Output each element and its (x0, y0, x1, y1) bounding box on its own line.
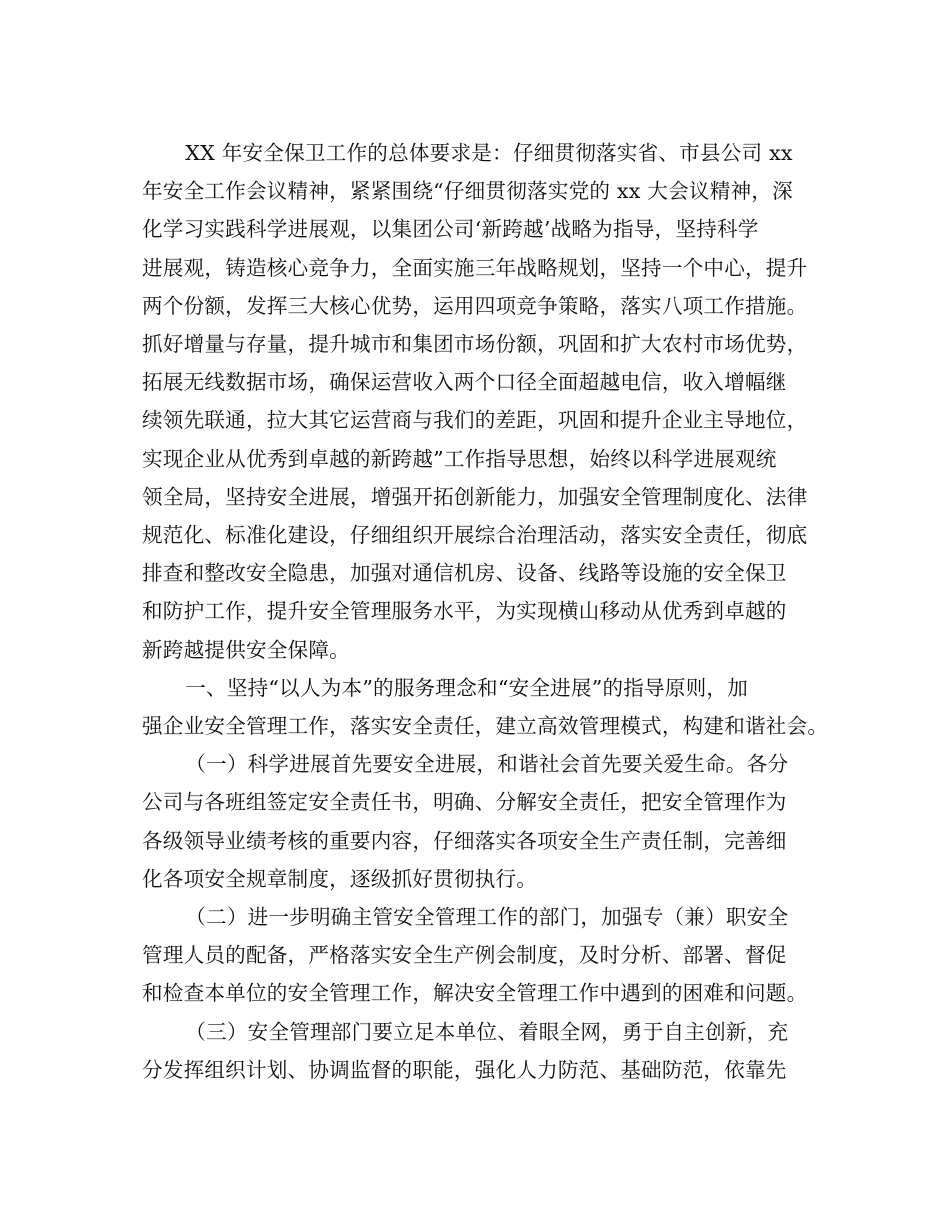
paragraph-item-3 (142, 1013, 810, 1089)
text-line: 领全局，坚持安全进展，增强开拓创新能力，加强安全管理制度化、法律 (142, 484, 808, 509)
paragraph-item-2 (142, 898, 810, 1013)
text-line: 规范化、标准化建设，仔细组织开展综合治理活动，落实安全责任，彻底 (142, 523, 808, 548)
text-line: XX 年安全保卫工作的总体要求是：仔细贯彻落实省、市县公司 xx (185, 141, 793, 165)
text-line: 分发挥组织计划、协调监督的职能，强化人力防范、基础防范，依靠先 (142, 1057, 787, 1082)
paragraph-item-1 (142, 745, 810, 898)
text-line: 化各项安全规章制度，逐级抓好贯彻执行。 (142, 866, 538, 891)
text-line: 各级领导业绩考核的重要内容，仔细落实各项安全生产责任制，完善细 (142, 828, 787, 853)
text-line: 一、坚持“以人为本”的服务理念和“安全进展”的指导原则，加 (185, 675, 749, 700)
text-line: 实现企业从优秀到卓越的新跨越”工作指导思想，始终以科学进展观统 (142, 446, 777, 471)
text-line: 排查和整改安全隐患，加强对通信机房、设备、线路等设施的安全保卫 (142, 561, 787, 586)
document-body (142, 134, 829, 1089)
text-line: （一）科学进展首先要安全进展，和谐社会首先要关爱生命。各分 (185, 752, 789, 777)
text-line: 和防护工作，提升安全管理服务水平，为实现横山移动从优秀到卓越的 (142, 599, 787, 624)
text-line: 年安全工作会议精神，紧紧围绕“仔细贯彻落实党的 xx 大会议精神，深 (142, 179, 793, 204)
text-line: （二）进一步明确主管安全管理工作的部门，加强专（兼）职安全 (185, 905, 789, 930)
text-line: 公司与各班组签定安全责任书，明确、分解安全责任，把安全管理作为 (142, 790, 787, 815)
text-line: 强企业安全管理工作，落实安全责任，建立高效管理模式，构建和谐社会。 (142, 714, 829, 739)
text-line: 进展观，铸造核心竞争力，全面实施三年战略规划，坚持一个中心，提升 (142, 255, 808, 280)
text-line: 管理人员的配备，严格落实安全生产例会制度，及时分析、部署、督促 (142, 943, 787, 968)
text-line: 和检查本单位的安全管理工作，解决安全管理工作中遇到的困难和问题。 (142, 981, 808, 1006)
text-line: 两个份额，发挥三大核心优势，运用四项竞争策略，落实八项工作措施。 (142, 293, 808, 318)
text-line: 抓好增量与存量，提升城市和集团市场份额，巩固和扩大农村市场优势， (142, 332, 808, 357)
text-line: （三）安全管理部门要立足本单位、着眼全网，勇于自主创新，充 (185, 1019, 789, 1044)
text-line: 化学习实践科学进展观，以集团公司‘新跨越’战略为指导，坚持科学 (142, 217, 759, 242)
text-line: 新跨越提供安全保障。 (142, 637, 350, 662)
paragraph-section-one (142, 669, 829, 745)
text-line: 拓展无线数据市场，确保运营收入两个口径全面超越电信，收入增幅继 (142, 370, 787, 395)
paragraph-overall-requirements (142, 134, 810, 669)
text-line: 续领先联通，拉大其它运营商与我们的差距，巩固和提升企业主导地位， (142, 408, 808, 433)
